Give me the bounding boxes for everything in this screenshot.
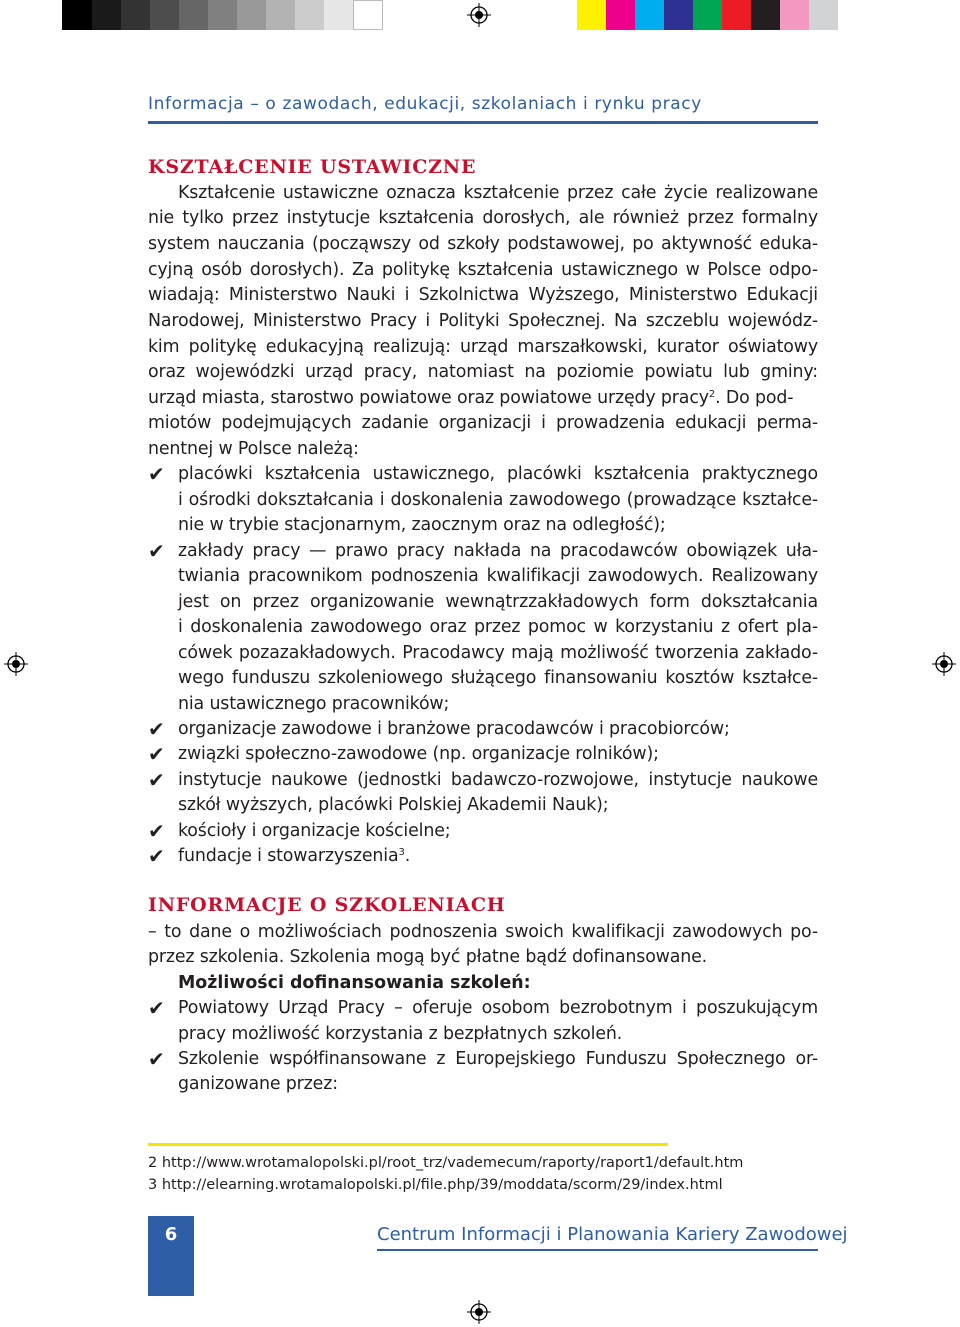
paragraph-text: . Do pod- [715,388,794,408]
list-item-text: fundacje i stowarzyszenia [178,846,399,866]
list-item-line: ganizowane przez: [178,1074,338,1094]
list-item-line: i doskonalenia zawodowego oraz przez pomoc w korzystaniu z ofert pla- [178,617,818,637]
checkmark-icon: ✔ [148,996,165,1020]
registration-mark-icon [932,652,956,676]
list-item-line: instytucje naukowe (jednostki badawczo-rozwojowe, instytucje naukowe [178,770,818,790]
color-swatch [809,0,838,30]
paragraph-line: nie tylko przez instytucje kształcenia dorosłych, ale również przez formalny [148,208,818,228]
paragraph-line: oraz wojewódzki urząd pracy, natomiast na poziomie powiatu lub gminy: [148,362,818,382]
page-number: 6 [164,1224,178,1245]
list-item-line: kościoły i organizacje kościelne; [178,821,451,841]
list-item-line: twiania pracownikom podnoszenia kwalifikacji zawodowych. Realizowany [178,566,818,586]
header-rule [148,121,818,124]
paragraph-line: system nauczania (począwszy od szkoły podstawowej, po aktywność eduka- [148,234,818,254]
color-swatch [635,0,664,30]
paragraph-line: nentnej w Polsce należą: [148,439,359,459]
paragraph-line: Kształcenie ustawiczne oznacza kształcenie przez całe życie realizowane [178,183,818,203]
running-header: Informacja – o zawodach, edukacji, szkolaniach i rynku pracy [148,94,702,114]
list-item-line: cówek pozazakładowych. Pracodawcy mają możliwość tworzenia zakłado- [178,643,818,663]
checkmark-icon: ✔ [148,742,165,766]
paragraph-line [148,386,793,411]
gray-swatch [179,0,208,30]
list-item-line: związki społeczno-zawodowe (np. organizacje rolników); [178,744,659,764]
gray-swatch [150,0,179,30]
gray-swatch [295,0,324,30]
section-heading-ksztalcenie: KSZTAŁCENIE USTAWICZNE [148,156,477,178]
color-swatch [751,0,780,30]
paragraph-line: przez szkolenia. Szkolenia mogą być płatne bądź dofinansowane. [148,947,708,967]
list-item-line: pracy możliwość korzystania z bezpłatnych szkoleń. [178,1024,623,1044]
paragraph-line: – to dane o możliwościach podnoszenia swoich kwalifikacji zawodowych po- [148,922,818,942]
list-item-line: Szkolenie współfinansowane z Europejskiego Funduszu Społecznego or- [178,1049,818,1069]
checkmark-icon: ✔ [148,844,165,868]
paragraph-line: cyjną osób dorosłych). Za politykę kształcenia ustawicznego w Polsce odpo- [148,260,818,280]
list-item-line: placówki kształcenia ustawicznego, placówki kształcenia praktycznego [178,464,818,484]
footnote-rule [148,1143,668,1146]
footnote-ref: 2 [708,389,716,400]
gray-swatch [353,0,383,30]
color-swatch [577,0,606,30]
list-item-line: wego funduszu szkoleniowego służącego finansowaniu kosztów kształce- [178,668,818,688]
checkmark-icon: ✔ [148,717,165,741]
footnote-2: 2 http://www.wrotamalopolski.pl/root_trz/vademecum/raporty/raport1/default.htm [148,1155,744,1171]
checkmark-icon: ✔ [148,1047,165,1071]
color-swatch [722,0,751,30]
list-item-line [178,844,410,869]
list-item-line: i ośrodki dokształcania i doskonalenia zawodowego (prowadzące kształce- [178,490,818,510]
gray-swatch [62,0,92,30]
footer-rule [377,1249,818,1251]
registration-mark-icon [467,1300,491,1324]
list-item-line: szkół wyższych, placówki Polskiej Akademii Nauk); [178,795,609,815]
registration-mark-icon [467,3,491,27]
list-item-text: . [404,846,411,866]
checkmark-icon: ✔ [148,768,165,792]
subheading-dofinansowanie: Możliwości dofinansowania szkoleń: [178,973,531,993]
paragraph-line: miotów podejmujących zadanie organizacji i prowadzenia edukacji perma- [148,413,818,433]
gray-swatch [266,0,295,30]
paragraph-text: urząd miasta, starostwo powiatowe oraz powiatowe urzędy pracy [148,388,709,408]
list-item-line: nia ustawicznego pracowników; [178,694,450,714]
list-item-line: jest on przez organizowanie wewnątrzzakładowych form dokształcania [178,592,818,612]
color-swatch [664,0,693,30]
section-heading-informacje: INFORMACJE O SZKOLENIACH [148,894,506,916]
gray-swatch [121,0,150,30]
footnote-ref: 3 [398,847,405,858]
color-swatch [780,0,809,30]
paragraph-line: kim politykę edukacyjną realizują: urząd marszałkowski, kurator oświatowy [148,337,818,357]
gray-swatch [208,0,237,30]
gray-swatch [324,0,353,30]
list-item-line: organizacje zawodowe i branżowe pracodawców i pracobiorców; [178,719,730,739]
checkmark-icon: ✔ [148,462,165,486]
list-item-line: nie w trybie stacjonarnym, zaocznym oraz na odległość); [178,515,666,535]
paragraph-line: wiadają: Ministerstwo Nauki i Szkolnictwa Wyższego, Ministerstwo Edukacji [148,285,818,305]
checkmark-icon: ✔ [148,819,165,843]
color-swatch [606,0,635,30]
color-swatch [693,0,722,30]
list-item-line: zakłady pracy — prawo pracy nakłada na pracodawców obowiązek uła- [178,541,818,561]
paragraph-line: Narodowej, Ministerstwo Pracy i Polityki Społecznej. Na szczeblu wojewódz- [148,311,818,331]
list-item-line: Powiatowy Urząd Pracy – oferuje osobom bezrobotnym i poszukującym [178,998,818,1018]
gray-swatch [92,0,121,30]
footer-organization: Centrum Informacji i Planowania Kariery Zawodowej [377,1224,848,1245]
footnote-3: 3 http://elearning.wrotamalopolski.pl/file.php/39/moddata/scorm/29/index.html [148,1177,723,1193]
gray-swatch [237,0,266,30]
registration-mark-icon [4,652,28,676]
checkmark-icon: ✔ [148,539,165,563]
